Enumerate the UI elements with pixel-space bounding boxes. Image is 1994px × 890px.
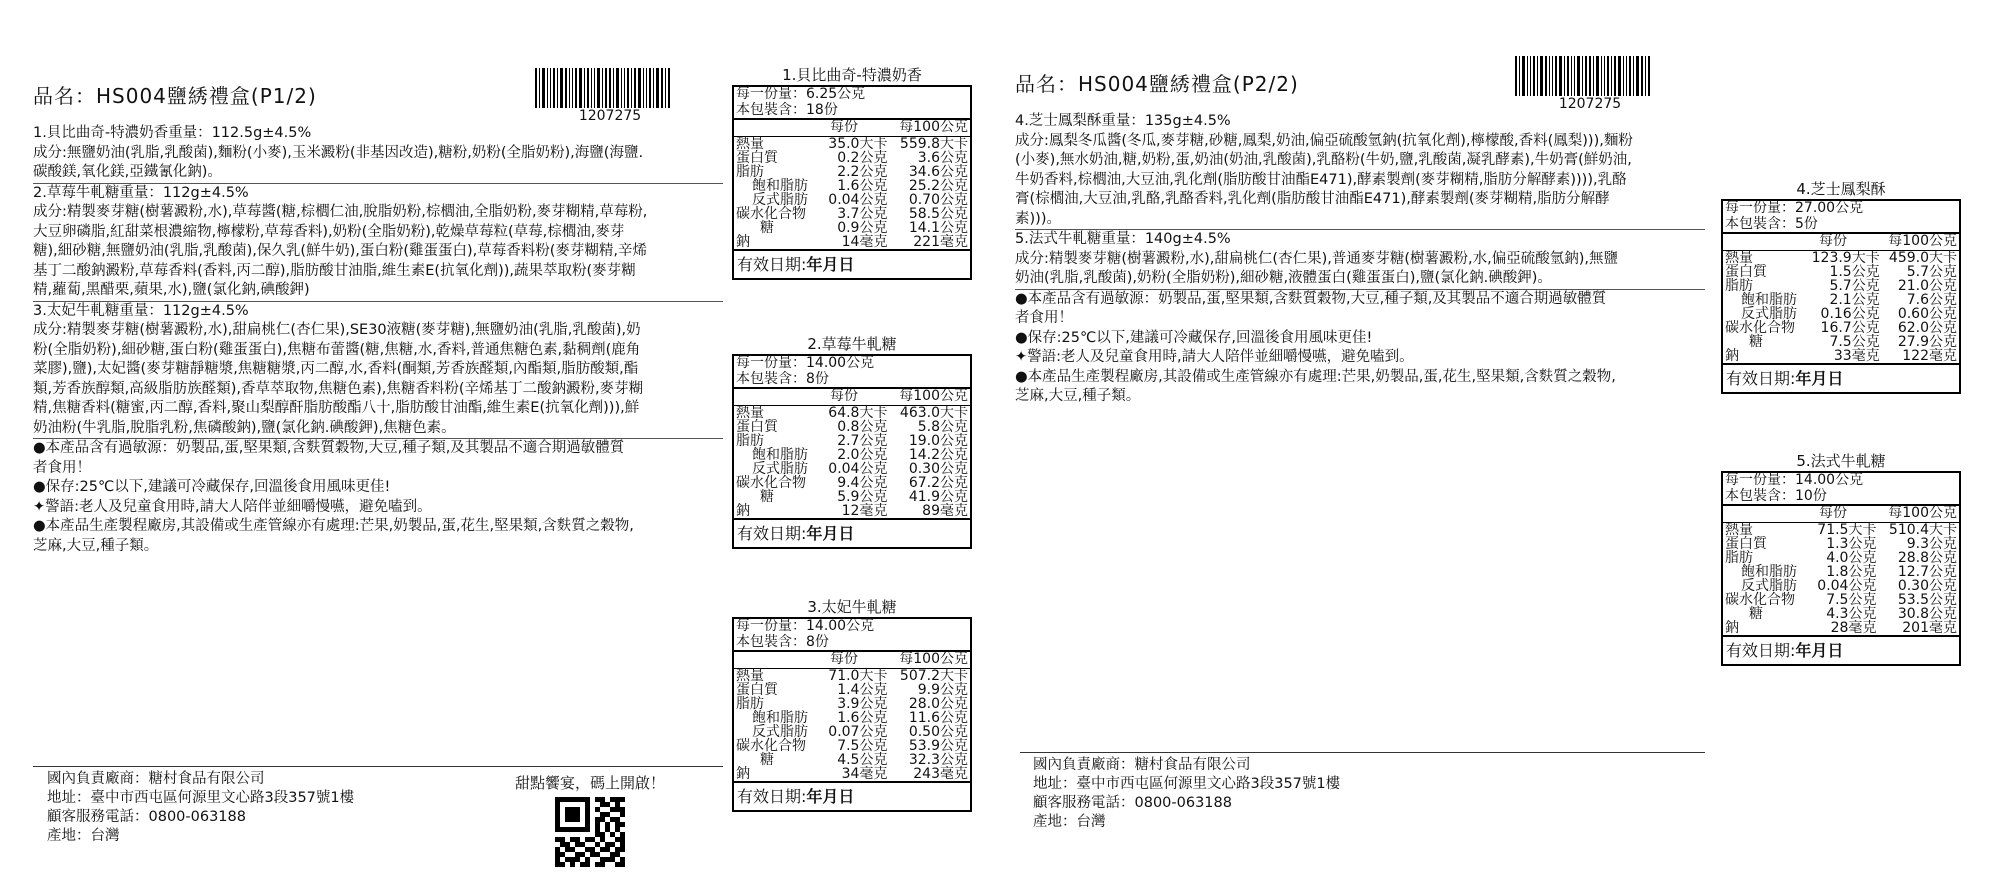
per-100g-value: 11.6公克 <box>908 709 968 726</box>
ingredient-line: (小麥),無水奶油,糖,奶粉,蛋,奶油(奶油,乳酸菌),乳酪粉(牛奶,鹽,乳酸菌,凝乳酵素),牛奶膏(鮮奶油, <box>1015 152 1632 168</box>
nutrient-name: 碳水化合物 <box>736 474 806 491</box>
per-100g-value: 5.7公克 <box>1906 263 1957 280</box>
product-heading: 2.草莓牛軋糖重量：112g±4.5% <box>33 184 249 201</box>
nutrition-row <box>734 221 970 235</box>
expiry-label: 有效日期: <box>1726 368 1796 388</box>
ingredient-line: 糖),細砂糖,無鹽奶油(乳脂,乳酸菌),保久乳(鮮牛奶),蛋白粉(雞蛋蛋白),草莓香料粉(麥芽糊精,辛烯 <box>33 243 648 259</box>
col-per-100g: 每100公克 <box>899 119 968 135</box>
per-100g-value: 5.8公克 <box>917 418 968 435</box>
per-serving-value: 71.0大卡 <box>828 667 888 684</box>
nutrition-panel-1 <box>732 64 972 280</box>
per-100g-value: 89毫克 <box>922 502 968 519</box>
per-100g-value: 67.2公克 <box>908 474 968 491</box>
barcode-left <box>535 68 685 124</box>
nutrition-row <box>734 753 970 767</box>
nutrition-row <box>734 697 970 711</box>
nutrition-title: 1.貝比曲奇-特濃奶香 <box>782 66 922 84</box>
per-100g-value: 459.0大卡 <box>1888 249 1957 266</box>
ingredients-right <box>1015 112 1705 407</box>
nutrition-row <box>734 490 970 504</box>
origin: 產地：台灣 <box>1033 814 1106 830</box>
nutrition-row <box>734 207 970 221</box>
nutrient-name: 鈉 <box>736 502 750 519</box>
nutrition-row <box>1723 522 1959 537</box>
nutrition-row <box>734 504 970 518</box>
nutrient-name: 反式脂肪 <box>752 191 808 208</box>
nutrient-name: 脂肪 <box>1725 549 1753 566</box>
per-serving-value: 0.04公克 <box>828 191 888 208</box>
nutrition-row <box>734 668 970 683</box>
product-heading: 4.芝士鳳梨酥重量：135g±4.5% <box>1015 113 1231 129</box>
qr-code-icon[interactable] <box>555 797 625 867</box>
nutrient-name: 脂肪 <box>736 695 764 712</box>
page-title-right: 品名：HS004鹽綉禮盒(P2/2) <box>1015 72 1299 96</box>
allergen-notice: 者食用！ <box>1015 310 1073 326</box>
nutrient-name: 碳水化合物 <box>736 737 806 754</box>
expiry-date <box>1723 635 1959 665</box>
per-serving-value: 2.1公克 <box>1829 291 1880 308</box>
per-serving-value: 0.9公克 <box>837 219 888 236</box>
nutrient-name: 蛋白質 <box>1725 535 1767 552</box>
expiry-date <box>1723 363 1959 393</box>
per-serving-value: 12毫克 <box>841 502 888 519</box>
nutrition-table <box>1723 250 1959 363</box>
nutrition-row <box>734 462 970 476</box>
per-serving-value: 0.2公克 <box>837 149 888 166</box>
nutrition-title: 2.草莓牛軋糖 <box>807 335 897 353</box>
ingredient-line: 成分:精製麥芽糖(樹薯澱粉,水),甜扁桃仁(杏仁果),普通麥芽糖(樹薯澱粉,水,偏亞硫酸氫鈉),無鹽 <box>1015 250 1618 267</box>
nutrition-row <box>734 420 970 434</box>
manufacturer: 國內負責廠商：糖村食品有限公司 <box>47 771 265 787</box>
origin: 產地：台灣 <box>47 828 120 844</box>
nutrient-name: 熱量 <box>736 667 764 684</box>
nutrition-row <box>734 448 970 462</box>
per-100g-value: 9.9公克 <box>917 681 968 698</box>
nutrition-header <box>734 118 970 136</box>
per-100g-value: 14.2公克 <box>908 446 968 463</box>
per-serving-value: 7.5公克 <box>1829 333 1880 350</box>
nutrient-name: 脂肪 <box>1725 277 1753 294</box>
per-100g-value: 3.6公克 <box>917 149 968 166</box>
per-100g-value: 0.70公克 <box>908 191 968 208</box>
per-serving-value: 1.5公克 <box>1829 263 1880 280</box>
expiry-label: 有效日期: <box>737 523 807 543</box>
nutrition-table <box>734 405 970 518</box>
servings-per-package: 本包裝含：8份 <box>736 370 829 387</box>
col-per-100g: 每100公克 <box>899 651 968 667</box>
nutrition-row <box>1723 349 1959 363</box>
per-serving-value: 35.0大卡 <box>828 135 888 152</box>
per-serving-value: 1.8公克 <box>1826 563 1877 580</box>
nutrition-header <box>1723 232 1959 250</box>
per-100g-value: 34.6公克 <box>908 163 968 180</box>
per-100g-value: 19.0公克 <box>908 432 968 449</box>
nutrient-name: 反式脂肪 <box>1741 577 1797 594</box>
per-serving-value: 5.7公克 <box>1829 277 1880 294</box>
nutrition-title: 3.太妃牛軋糖 <box>807 598 897 616</box>
nutrition-header <box>734 650 970 668</box>
nutrition-row <box>734 235 970 249</box>
per-serving-value: 28毫克 <box>1830 619 1877 636</box>
nutrient-name: 脂肪 <box>736 163 764 180</box>
per-100g-value: 53.9公克 <box>908 737 968 754</box>
per-100g-value: 12.7公克 <box>1897 563 1957 580</box>
ingredient-line: 成分:鳳梨冬瓜醬(冬瓜,麥芽糖,砂糖,鳳梨,奶油,偏亞硫酸氫鈉(抗氧化劑),檸檬酸,香料(鳳梨))),麵粉 <box>1015 132 1633 149</box>
per-serving-value: 3.7公克 <box>837 205 888 222</box>
per-100g-value: 21.0公克 <box>1897 277 1957 294</box>
per-100g-value: 559.8大卡 <box>899 135 968 152</box>
product-heading: 5.法式牛軋糖重量：140g±4.5% <box>1015 231 1231 247</box>
nutrient-name: 碳水化合物 <box>1725 319 1795 336</box>
per-100g-value: 507.2大卡 <box>899 667 968 684</box>
per-100g-value: 7.6公克 <box>1906 291 1957 308</box>
barcode-right <box>1515 56 1665 112</box>
nutrition-row <box>734 193 970 207</box>
per-serving-value: 34毫克 <box>841 765 888 782</box>
storage-notice: ●保存:25℃以下,建議可冷藏保存,回溫後食用風味更佳! <box>33 479 391 495</box>
product-heading: 1.貝比曲奇-特濃奶香重量：112.5g±4.5% <box>33 125 312 141</box>
per-serving-value: 0.04公克 <box>828 460 888 477</box>
per-serving-value: 2.0公克 <box>837 446 888 463</box>
servings-per-package: 本包裝含：5份 <box>1725 215 1818 232</box>
per-100g-value: 28.8公克 <box>1897 549 1957 566</box>
per-serving-value: 1.6公克 <box>837 177 888 194</box>
servings-per-package: 本包裝含：8份 <box>736 633 829 650</box>
footer-left <box>47 770 354 846</box>
storage-notice: ●保存:25℃以下,建議可冷藏保存,回溫後食用風味更佳! <box>1015 329 1373 346</box>
per-100g-value: 0.50公克 <box>908 723 968 740</box>
warning-notice: ✦警語:老人及兒童食用時,請大人陪伴並細嚼慢嚥，避免嗑到。 <box>1015 349 1414 365</box>
nutrition-row <box>1723 293 1959 307</box>
nutrient-name: 鈉 <box>1725 619 1739 636</box>
per-100g-value: 27.9公克 <box>1897 333 1957 350</box>
allergen-notice: 者食用！ <box>33 459 91 476</box>
ingredient-line: 精,蘿蔔,黑醋栗,蘋果,水),鹽(氯化鈉,碘酸鉀) <box>33 282 310 298</box>
ingredient-line: 精,焦糖香料(糖蜜,丙二醇,香料,聚山梨醇酐脂肪酸酯八十,脂肪酸甘油酯,維生素E(抗氧化劑))),鮮 <box>33 400 640 416</box>
per-100g-value: 9.3公克 <box>1906 535 1957 552</box>
per-100g-value: 221毫克 <box>913 233 968 250</box>
per-serving-value: 9.4公克 <box>837 474 888 491</box>
nutrient-name: 飽和脂肪 <box>1741 563 1797 580</box>
nutrition-row <box>1723 279 1959 293</box>
nutrient-name: 熱量 <box>1725 521 1753 538</box>
ingredient-line: 碳酸鎂,氧化鎂,亞鐵氰化鈉)。 <box>33 164 222 180</box>
nutrition-row <box>734 683 970 697</box>
nutrition-row <box>1723 537 1959 551</box>
per-100g-value: 25.2公克 <box>908 177 968 194</box>
per-100g-value: 0.30公克 <box>908 460 968 477</box>
per-100g-value: 32.3公克 <box>908 751 968 768</box>
ingredient-line: 大豆卵磷脂,紅甜菜根濃縮物,檸檬粉,草莓香料),奶粉(全脂奶粉),乾燥草莓粒(草莓,棕櫚油,麥芽 <box>33 223 625 240</box>
per-100g-value: 58.5公克 <box>908 205 968 222</box>
nutrition-row <box>734 151 970 165</box>
nutrient-name: 反式脂肪 <box>752 460 808 477</box>
ingredient-line: 奶油粉(牛乳脂,脫脂乳粉,焦磷酸鈉),鹽(氯化鈉.碘酸鉀),焦糖色素。 <box>33 419 456 436</box>
per-serving-value: 0.8公克 <box>837 418 888 435</box>
nutrient-name: 反式脂肪 <box>1741 305 1797 322</box>
product-heading: 3.太妃牛軋糖重量：112g±4.5% <box>33 302 249 319</box>
per-serving-value: 7.5公克 <box>1826 591 1877 608</box>
nutrient-name: 熱量 <box>1725 249 1753 266</box>
per-serving-value: 2.7公克 <box>837 432 888 449</box>
expiry-date <box>734 781 970 811</box>
per-serving-value: 5.9公克 <box>837 488 888 505</box>
per-100g-value: 53.5公克 <box>1897 591 1957 608</box>
per-100g-value: 510.4大卡 <box>1888 521 1957 538</box>
nutrient-name: 糖 <box>760 219 774 236</box>
expiry-value: 年月日 <box>1795 368 1844 388</box>
per-100g-value: 0.60公克 <box>1897 305 1957 322</box>
nutrient-name: 碳水化合物 <box>736 205 806 222</box>
col-per-100g: 每100公克 <box>1888 233 1957 249</box>
nutrition-row <box>1723 250 1959 265</box>
col-per-serving: 每份 <box>1819 505 1847 521</box>
expiry-value: 年月日 <box>806 523 855 543</box>
ingredient-line: 牛奶香料,棕櫚油,大豆油,乳化劑(脂肪酸甘油酯E471),酵素製劑(麥芽糊精,脂肪分解酵素)))),乳酪 <box>1015 171 1627 188</box>
nutrient-name: 飽和脂肪 <box>752 446 808 463</box>
per-serving-value: 4.3公克 <box>1826 605 1877 622</box>
per-100g-value: 28.0公克 <box>908 695 968 712</box>
ingredient-line: 奶油(乳脂,乳酸菌),奶粉(全脂奶粉),細砂糖,液體蛋白(雞蛋蛋白),鹽(氯化鈉.碘酸鉀)。 <box>1015 270 1552 286</box>
nutrition-row <box>734 725 970 739</box>
nutrition-row <box>734 434 970 448</box>
nutrient-name: 熱量 <box>736 404 764 421</box>
nutrition-table <box>734 136 970 249</box>
per-serving-value: 0.04公克 <box>1817 577 1877 594</box>
per-serving-value: 2.2公克 <box>837 163 888 180</box>
expiry-date <box>734 249 970 279</box>
expiry-value: 年月日 <box>1795 640 1844 660</box>
serving-size: 每一份量：14.00公克 <box>736 618 875 634</box>
nutrition-row <box>734 165 970 179</box>
nutrition-title: 4.芝士鳳梨酥 <box>1796 180 1886 198</box>
nutrition-row <box>1723 621 1959 635</box>
expiry-date <box>734 518 970 548</box>
per-serving-value: 14毫克 <box>841 233 888 250</box>
warning-notice: ✦警語:老人及兒童食用時,請大人陪伴並細嚼慢嚥，避免嗑到。 <box>33 498 432 515</box>
servings-per-package: 本包裝含：18份 <box>736 101 838 118</box>
per-100g-value: 243毫克 <box>913 765 968 782</box>
per-serving-value: 71.5大卡 <box>1817 521 1877 538</box>
facility-notice: ●本產品生產製程廠房,其設備或生產管線亦有處理:芒果,奶製品,蛋,花生,堅果類,含麩質之穀物, <box>1015 368 1616 385</box>
nutrition-header <box>734 387 970 405</box>
phone: 顧客服務電話：0800-063188 <box>47 809 246 825</box>
ingredient-line: 成分:精製麥芽糖(樹薯澱粉,水),草莓醬(糖,棕櫚仁油,脫脂奶粉,棕櫚油,全脂奶粉,麥芽糊精,草莓粉, <box>33 204 648 220</box>
expiry-value: 年月日 <box>806 786 855 806</box>
ingredient-line: 類,芳香族醇類,高級脂肪族醛類),香草萃取物,焦糖色素),焦糖香料粉(辛烯基丁二酸鈉澱粉,麥芽糊 <box>33 380 644 397</box>
facility-notice: 芝麻,大豆,種子類。 <box>33 537 159 554</box>
col-per-serving: 每份 <box>830 388 858 404</box>
nutrient-name: 飽和脂肪 <box>752 177 808 194</box>
nutrition-row <box>734 476 970 490</box>
col-per-serving: 每份 <box>1819 233 1847 249</box>
nutrition-row <box>1723 593 1959 607</box>
facility-notice: 芝麻,大豆,種子類。 <box>1015 388 1141 404</box>
servings-per-package: 本包裝含：10份 <box>1725 487 1827 504</box>
nutrition-row <box>1723 551 1959 565</box>
nutrition-row <box>734 767 970 781</box>
nutrition-row <box>1723 321 1959 335</box>
nutrition-panel-2 <box>732 333 972 549</box>
allergen-notice: ●本產品含有過敏源：奶製品,蛋,堅果類,含麩質穀物,大豆,種子類,及其製品不適合期過敏體質 <box>33 440 625 456</box>
ingredient-line: 膏(棕櫚油,大豆油,乳酪,乳酪香料,乳化劑(脂肪酸甘油酯E471),酵素製劑(麥芽糊精,脂肪分解酵 <box>1015 191 1610 207</box>
per-serving-value: 0.16公克 <box>1820 305 1880 322</box>
nutrition-row <box>734 711 970 725</box>
nutrient-name: 脂肪 <box>736 432 764 449</box>
nutrient-name: 蛋白質 <box>736 149 778 166</box>
nutrient-name: 蛋白質 <box>1725 263 1767 280</box>
barcode-number: 1207275 <box>578 108 642 124</box>
col-per-100g: 每100公克 <box>899 388 968 404</box>
ingredient-line: 成分:精製麥芽糖(樹薯澱粉,水),甜扁桃仁(杏仁果),SE30液糖(麥芽糖),無鹽奶油(乳脂,乳酸菌),奶 <box>33 322 641 338</box>
per-serving-value: 1.4公克 <box>837 681 888 698</box>
address: 地址：臺中市西屯區何源里文心路3段357號1樓 <box>47 790 355 806</box>
per-serving-value: 64.8大卡 <box>828 404 888 421</box>
nutrient-name: 反式脂肪 <box>752 723 808 740</box>
nutrient-name: 蛋白質 <box>736 418 778 435</box>
nutrient-name: 熱量 <box>736 135 764 152</box>
per-100g-value: 0.30公克 <box>1897 577 1957 594</box>
address: 地址：臺中市西屯區何源里文心路3段357號1樓 <box>1033 776 1341 792</box>
nutrition-row <box>734 179 970 193</box>
nutrition-row <box>734 739 970 753</box>
col-per-serving: 每份 <box>830 119 858 135</box>
per-100g-value: 30.8公克 <box>1897 605 1957 622</box>
col-per-100g: 每100公克 <box>1888 505 1957 521</box>
expiry-label: 有效日期: <box>737 786 807 806</box>
nutrition-header <box>1723 504 1959 522</box>
nutrient-name: 飽和脂肪 <box>1741 291 1797 308</box>
nutrient-name: 糖 <box>1749 605 1763 622</box>
per-100g-value: 14.1公克 <box>908 219 968 236</box>
serving-size: 每一份量：14.00公克 <box>1725 472 1864 488</box>
nutrition-row <box>1723 335 1959 349</box>
per-100g-value: 122毫克 <box>1902 347 1957 364</box>
ingredient-line: 菜膠),鹽),太妃醬(麥芽糖靜糖漿,焦糖糖漿,丙二醇,水,香料(酮類,芳香族醛類,內酯類,脂肪酸類,酯 <box>33 361 639 377</box>
per-serving-value: 0.07公克 <box>828 723 888 740</box>
nutrition-row <box>1723 307 1959 321</box>
nutrition-panel-3 <box>732 596 972 812</box>
footer-right <box>1033 756 1340 832</box>
nutrition-table <box>1723 522 1959 635</box>
per-serving-value: 3.9公克 <box>837 695 888 712</box>
per-serving-value: 123.9大卡 <box>1811 249 1880 266</box>
col-per-serving: 每份 <box>830 651 858 667</box>
barcode-bars <box>535 68 685 108</box>
nutrition-row <box>1723 579 1959 593</box>
per-100g-value: 463.0大卡 <box>899 404 968 421</box>
nutrient-name: 蛋白質 <box>736 681 778 698</box>
per-serving-value: 1.6公克 <box>837 709 888 726</box>
nutrition-row <box>1723 265 1959 279</box>
serving-size: 每一份量：6.25公克 <box>736 86 866 102</box>
barcode-number: 1207275 <box>1558 96 1622 112</box>
per-serving-value: 1.3公克 <box>1826 535 1877 552</box>
serving-size: 每一份量：14.00公克 <box>736 355 875 371</box>
barcode-bars <box>1515 56 1665 96</box>
ingredient-line: 素)))。 <box>1015 210 1061 227</box>
ingredient-line: 基丁二酸鈉澱粉,草莓香料(香料,丙二醇),脂肪酸甘油脂,維生素E(抗氧化劑)),蔬果萃取粉(麥芽糊 <box>33 262 636 279</box>
serving-size: 每一份量：27.00公克 <box>1725 200 1864 216</box>
nutrient-name: 糖 <box>760 488 774 505</box>
page-title-left: 品名：HS004鹽綉禮盒(P1/2) <box>33 84 317 108</box>
nutrient-name: 糖 <box>1749 333 1763 350</box>
nutrient-name: 鈉 <box>1725 347 1739 364</box>
nutrient-name: 鈉 <box>736 765 750 782</box>
nutrient-name: 碳水化合物 <box>1725 591 1795 608</box>
per-serving-value: 33毫克 <box>1833 347 1880 364</box>
slogan: 甜點饗宴，碼上開啟！ <box>515 774 666 792</box>
nutrition-table <box>734 668 970 781</box>
facility-notice: ●本產品生產製程廠房,其設備或生產管線亦有處理:芒果,奶製品,蛋,花生,堅果類,含麩質之穀物, <box>33 518 634 534</box>
nutrition-title: 5.法式牛軋糖 <box>1796 452 1886 470</box>
nutrient-name: 糖 <box>760 751 774 768</box>
allergen-notice: ●本產品含有過敏源：奶製品,蛋,堅果類,含麩質穀物,大豆,種子類,及其製品不適合期過敏體質 <box>1015 290 1607 307</box>
ingredient-line: 成分:無鹽奶油(乳脂,乳酸菌),麵粉(小麥),玉米澱粉(非基因改造),糖粉,奶粉(全脂奶粉),海鹽(海鹽. <box>33 144 644 161</box>
nutrient-name: 鈉 <box>736 233 750 250</box>
ingredient-line: 粉(全脂奶粉),細砂糖,蛋白粉(雞蛋蛋白),焦糖布蕾醬(糖,焦糖,水,香料,普通焦糖色素,黏稠劑(鹿角 <box>33 341 641 358</box>
per-serving-value: 4.0公克 <box>1826 549 1877 566</box>
expiry-value: 年月日 <box>806 254 855 274</box>
ingredients-left <box>33 124 723 556</box>
phone: 顧客服務電話：0800-063188 <box>1033 795 1232 811</box>
expiry-label: 有效日期: <box>737 254 807 274</box>
nutrition-panel-5 <box>1721 450 1961 666</box>
per-100g-value: 201毫克 <box>1902 619 1957 636</box>
nutrition-row <box>734 136 970 151</box>
expiry-label: 有效日期: <box>1726 640 1796 660</box>
per-serving-value: 7.5公克 <box>837 737 888 754</box>
per-100g-value: 41.9公克 <box>908 488 968 505</box>
nutrition-panel-4 <box>1721 178 1961 394</box>
per-100g-value: 62.0公克 <box>1897 319 1957 336</box>
nutrition-row <box>734 405 970 420</box>
per-serving-value: 4.5公克 <box>837 751 888 768</box>
nutrition-row <box>1723 607 1959 621</box>
nutrition-row <box>1723 565 1959 579</box>
per-serving-value: 16.7公克 <box>1820 319 1880 336</box>
nutrient-name: 飽和脂肪 <box>752 709 808 726</box>
manufacturer: 國內負責廠商：糖村食品有限公司 <box>1033 757 1251 773</box>
